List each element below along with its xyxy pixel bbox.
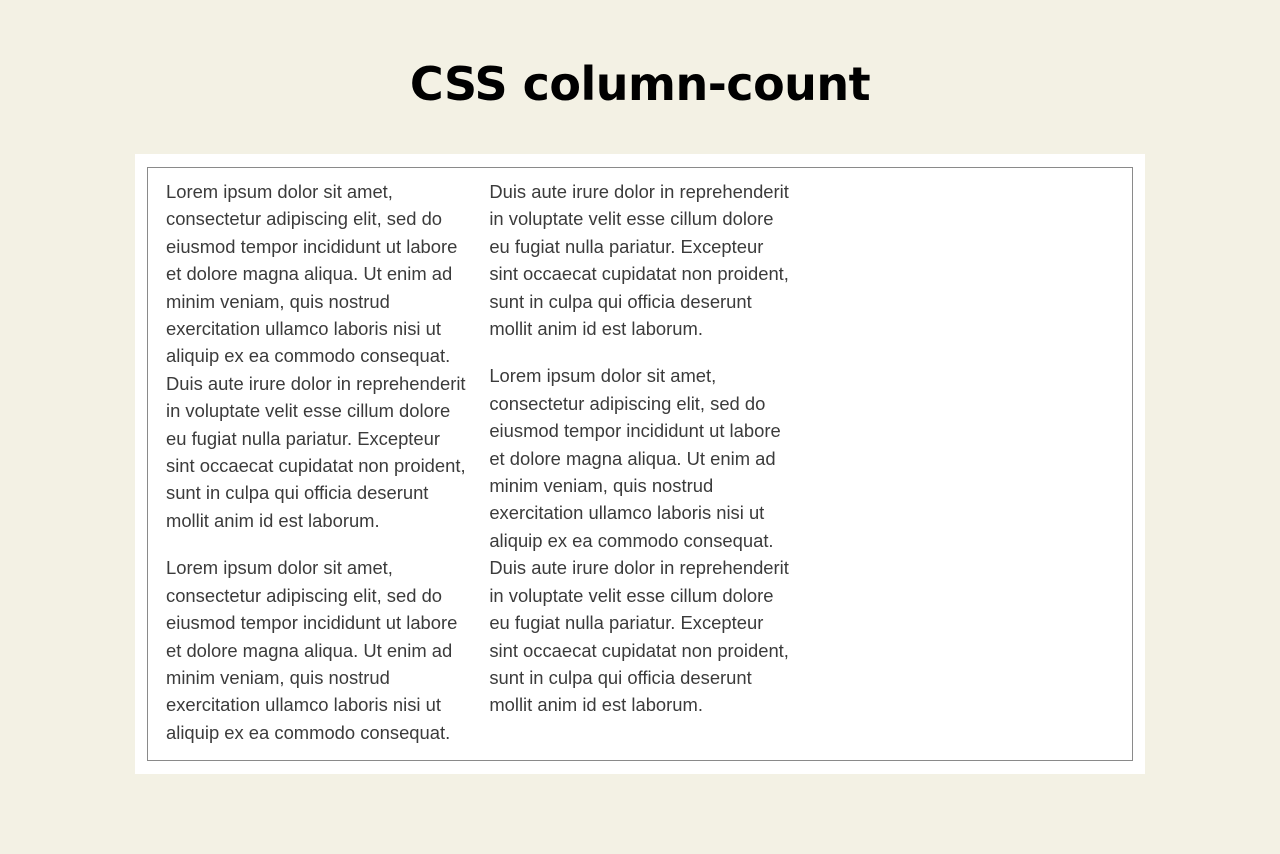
multi-column-container [147, 167, 1133, 761]
demo-panel [135, 154, 1145, 774]
paragraph-1: Lorem ipsum dolor sit amet, consectetur adipiscing elit, sed do eiusmod tempor incididunt ut labore et dolore magna aliqua. Ut enim ad minim veniam, quis nostrud exercitation ullamco laboris nisi ut aliquip ex ea commodo consequat. Duis aute irure dolor in reprehenderit in voluptate velit esse cillum dolore eu fugiat nulla pariatur. Excepteur sint occaecat cupidatat non proident, sunt in culpa qui officia deserunt mollit anim id est laborum. [166, 181, 466, 531]
paragraph-2: Lorem ipsum dolor sit amet, consectetur adipiscing elit, sed do eiusmod tempor incididunt ut labore et dolore magna aliqua. Ut enim ad minim veniam, quis nostrud exercitation ullamco laboris nisi ut aliquip ex ea commodo consequat. Duis aute irure dolor in reprehenderit in voluptate velit esse cillum dolore eu fugiat nulla pariatur. Excepteur sint occaecat cupidatat non proident, sunt in culpa qui officia deserunt mollit anim id est laborum. [166, 181, 789, 743]
page-title: CSS column-count [409, 57, 871, 111]
paragraph-3: Lorem ipsum dolor sit amet, consectetur adipiscing elit, sed do eiusmod tempor incididunt ut labore et dolore magna aliqua. Ut enim ad minim veniam, quis nostrud exercitation ullamco laboris nisi ut aliquip ex ea commodo consequat. Duis aute irure dolor in reprehenderit in voluptate velit esse cillum dolore eu fugiat nulla pariatur. Excepteur sint occaecat cupidatat non proident, sunt in culpa qui officia deserunt mollit anim id est laborum. [489, 365, 789, 716]
